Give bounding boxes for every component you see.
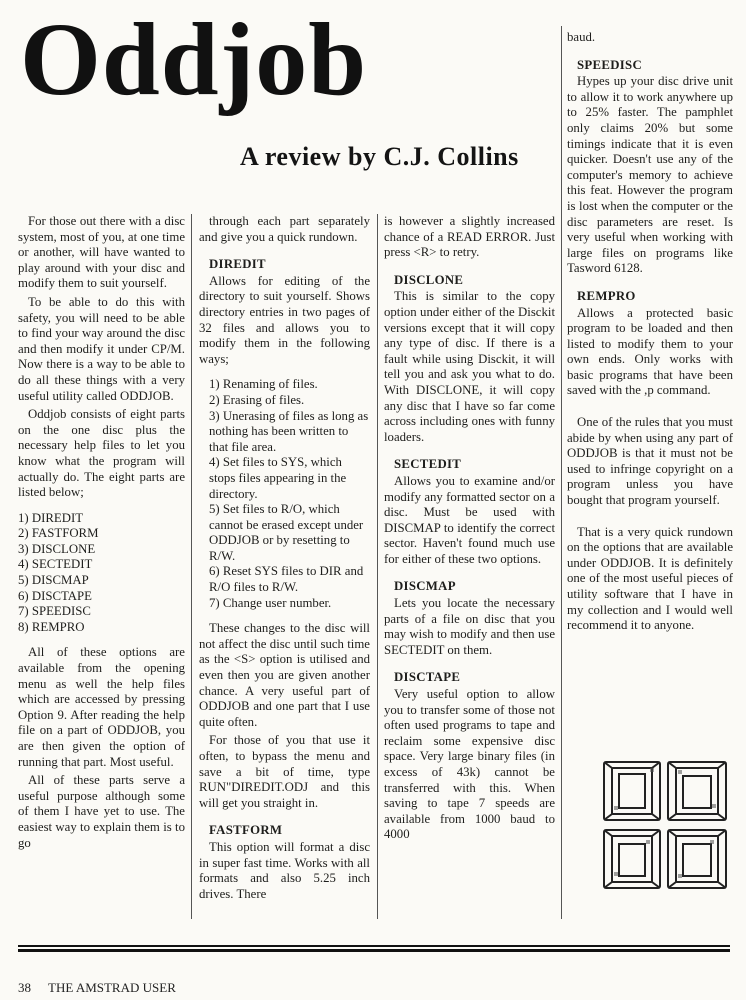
column-divider [191, 214, 192, 919]
paragraph: All of these options are available from the opening menu as well the help files which are accessed by pressing Option 9. After reading the help file on a part of ODDJOB, you are then given the option of running that part. Most useful. [18, 645, 185, 769]
list-item: 2) Erasing of files. [209, 392, 305, 407]
paragraph: To be able to do this with safety, you will need to be able to find your way around the disc and then modify it under CP/M. Now there is a way to be able to do all these things with a very useful utility called ODDJOB. [18, 294, 185, 403]
diredit-options-list [199, 377, 370, 611]
footer-rule [18, 945, 730, 947]
paragraph: through each part separately and give you a quick rundown. [199, 214, 370, 244]
oddjob-logo-icon [602, 760, 732, 890]
logo-block-bottom-left [604, 830, 660, 888]
column-divider [377, 214, 378, 919]
paragraph: Hypes up your disc drive unit to allow it to work anywhere up to 25% faster. The pamphlet only claims 20% but some timings indicate that it is even quicker. Doesn't use any of the computer's memory to achieve this feat. However the program is lost when the computer or the disc parameters are reset. Is very useful when working with large files on programs like Tasword 6128. [567, 74, 733, 276]
list-item: 3) DISCLONE [18, 541, 96, 556]
list-item: 4) SECTEDIT [18, 557, 93, 572]
list-item: 3) Unerasing of files as long as nothing has been written to that file area. [209, 408, 369, 454]
list-item: 6) Reset SYS files to DIR and R/O files to R/W. [209, 564, 364, 595]
paragraph: All of these parts serve a useful purpose although some of them I have yet to use. The easiest way to explain them is to go [18, 773, 185, 850]
column-1 [18, 214, 185, 854]
section-heading-discmap: DISCMAP [394, 579, 456, 594]
page-number: 38 [18, 980, 31, 995]
section-heading-diredit: DIREDIT [209, 257, 266, 272]
list-item: 1) DIREDIT [18, 510, 84, 525]
list-item: 2) FASTFORM [18, 526, 99, 541]
page-footer [18, 980, 176, 996]
paragraph: For those of you that use it often, to bypass the menu and save a bit of time, type RUN"DIREDIT.ODJ and this will get you straight in. [199, 733, 370, 810]
paragraph: is however a slightly increased chance of a READ ERROR. Just press <R> to retry. [384, 214, 555, 260]
parts-list [18, 511, 185, 636]
footer-rule [18, 949, 730, 952]
section-heading-sectedit: SECTEDIT [394, 457, 462, 472]
paragraph: Oddjob consists of eight parts on the one disc plus the necessary help files to let you know what the program will actually do. The eight parts are listed below; [18, 407, 185, 500]
list-item: 7) Change user number. [209, 595, 332, 610]
list-item: 7) SPEEDISC [18, 604, 91, 619]
list-item: 5) Set files to R/O, which cannot be erased except under ODDJOB or by resetting to R/W. [209, 502, 364, 563]
paragraph: This is similar to the copy option under either of the Disckit versions except that it will copy any type of disc. If there is a fault while using Disckit, it will tell you and ask you what to do. With DISCLONE, it will copy any disc that I have so far come across including ones with funny loaders. [384, 289, 555, 444]
paragraph: Allows for editing of the directory to suit yourself. Shows directory entries in two pages of 32 files and allows you to modify them in the following ways; [199, 273, 370, 366]
column-2 [199, 214, 370, 905]
list-item: 5) DISCMAP [18, 573, 89, 588]
paragraph: These changes to the disc will not affect the disc until such time as the <S> option is utilised and even then you are given another chance. A very useful part of ODDJOB and one part that I use quite often. [199, 621, 370, 729]
paragraph: Allows a protected basic program to be loaded and then listed to modify them to your own ends. Only works with basic programs that have been saved with the ,p command. [567, 305, 733, 398]
paragraph: Very useful option to allow you to transfer some of those not often used programs to tape and reclaim some expensive disc space. Very large binary files (in excess of 43k) cannot be transferred with this. When saving to tape 7 speeds are available from 1000 baud to 4000 [384, 687, 555, 842]
section-heading-disclone: DISCLONE [394, 272, 464, 287]
list-item: 8) REMPRO [18, 619, 85, 634]
paragraph: This option will format a disc in super fast time. Works with all formats and also 5.25 inch drives. There [199, 839, 370, 901]
logo-block-top-right [668, 762, 726, 820]
paragraph: For those out there with a disc system, most of you, at one time or another, will have wanted to play around with your disc and modify them to suit yourself. [18, 214, 185, 291]
list-item: 1) Renaming of files. [209, 377, 318, 392]
column-divider [561, 26, 562, 919]
list-item: 4) Set files to SYS, which stops files appearing in the directory. [209, 455, 347, 501]
section-heading-rempro: REMPRO [577, 288, 636, 303]
column-3 [384, 214, 555, 846]
paragraph: baud. [567, 30, 596, 44]
paragraph: Allows you to examine and/or modify any formatted sector on a disc. Must be used with DISCMAP to identify the correct sector. Haven't found much use for either of these two options. [384, 473, 555, 566]
logo-block-bottom-right [668, 830, 726, 888]
column-4 [567, 30, 733, 637]
section-heading-fastform: FASTFORM [209, 823, 283, 838]
article-title: Oddjob [20, 2, 368, 117]
paragraph: That is a very quick rundown on the options that are available under ODDJOB. It is definitely one of the most useful pieces of utility software that I have in my collection and I would well recommend it to anyone. [567, 524, 733, 633]
list-item: 6) DISCTAPE [18, 588, 92, 603]
article-byline: A review by C.J. Collins [240, 142, 519, 171]
paragraph: Lets you locate the necessary parts of a file on disc that you may wish to modify and then use SECTEDIT on them. [384, 596, 555, 657]
section-heading-disctape: DISCTAPE [394, 670, 461, 685]
section-heading-speedisc: SPEEDISC [577, 57, 642, 72]
magazine-name: THE AMSTRAD USER [48, 980, 176, 995]
paragraph: One of the rules that you must abide by when using any part of ODDJOB is that it must not be used to infringe copyright on a program unless you have bought that program yourself. [567, 415, 733, 508]
